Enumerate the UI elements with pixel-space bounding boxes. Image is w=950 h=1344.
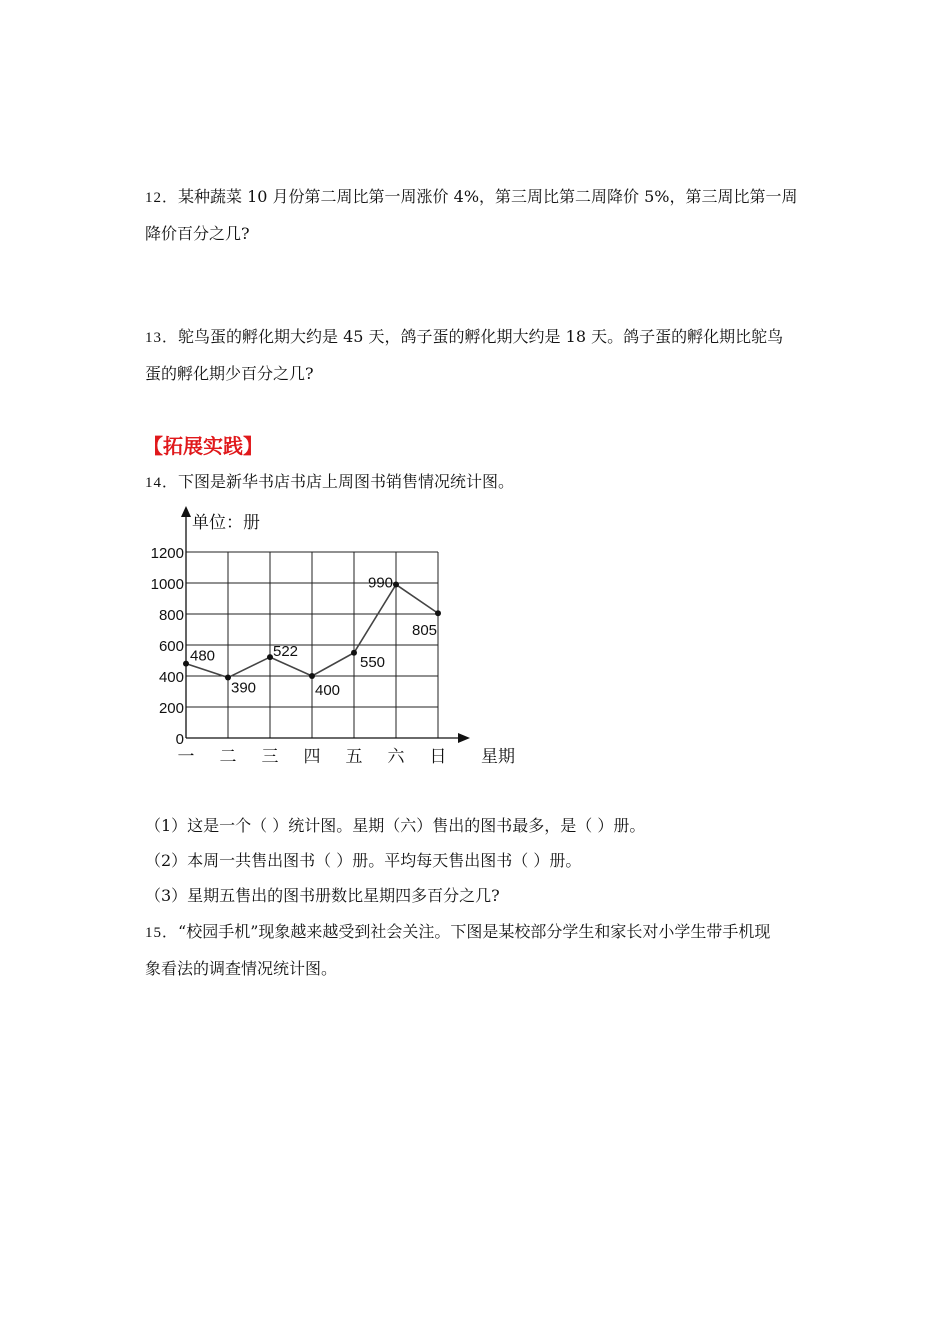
chart-y-ticks [151, 545, 184, 748]
data-point [183, 661, 189, 667]
q14-intro: 下图是新华书店书店上周图书销售情况统计图。 [178, 472, 515, 491]
y-tick-label: 0 [175, 731, 184, 748]
data-label: 990 [368, 574, 394, 592]
chart-x-ticks [178, 747, 447, 766]
q13-number: 13． [145, 330, 179, 346]
chart-unit-label: 单位：册 [192, 513, 260, 532]
q15-text-line2: 象看法的调查情况统计图。 [145, 959, 338, 978]
y-tick-label: 200 [158, 700, 184, 717]
y-tick-label: 1000 [150, 576, 184, 593]
x-tick-label: 三 [261, 747, 279, 766]
q12-text-line2: 降价百分之几? [145, 224, 250, 243]
section-title: 【拓展实践】 [143, 434, 263, 458]
chart-grid [186, 552, 438, 738]
y-axis-arrow-icon [181, 506, 191, 517]
q14-sub3: （3）星期五售出的图书册数比星期四多百分之几? [145, 886, 500, 905]
q12-number: 12． [145, 190, 179, 206]
x-axis-arrow-icon [458, 733, 470, 743]
y-tick-label: 1200 [150, 545, 184, 562]
data-label: 390 [231, 679, 257, 697]
q14-sub1: （1）这是一个（ ）统计图。星期（六）售出的图书最多，是（ ）册。 [145, 816, 646, 835]
q14-number: 14． [145, 475, 179, 491]
q15-number: 15． [145, 925, 179, 941]
q13-text-line1: 鸵鸟蛋的孵化期大约是 45 天，鸽子蛋的孵化期大约是 18 天。鸽子蛋的孵化期比鸵鸟 [178, 327, 784, 346]
data-label: 522 [273, 643, 299, 661]
q14-sub2: （2）本周一共售出图书（ ）册。平均每天售出图书（ ）册。 [145, 851, 582, 870]
y-tick-label: 400 [158, 669, 184, 686]
x-tick-label: 日 [429, 747, 447, 766]
data-point [351, 650, 357, 656]
chart-x-axis-label: 星期 [481, 747, 515, 766]
data-label: 805 [412, 622, 438, 640]
data-label: 400 [315, 682, 341, 699]
y-tick-label: 800 [158, 607, 184, 624]
x-tick-label: 二 [219, 747, 237, 766]
q15-text-line1: “校园手机”现象越来越受到社会关注。下图是某校部分学生和家长对小学生带手机现 [178, 922, 771, 941]
data-label: 480 [190, 647, 216, 665]
q15-line1 [145, 922, 770, 943]
q13-text-line2: 蛋的孵化期少百分之几? [145, 364, 314, 383]
y-tick-label: 600 [158, 638, 184, 655]
data-point [435, 610, 441, 616]
x-tick-label: 一 [177, 747, 195, 766]
x-tick-label: 四 [303, 747, 321, 766]
x-tick-label: 六 [387, 747, 405, 766]
data-label: 550 [360, 653, 386, 671]
q12-text-line1: 某种蔬菜 10 月份第二周比第一周涨价 4%，第三周比第二周降价 5%，第三周比第一周 [178, 187, 798, 206]
x-tick-label: 五 [345, 747, 363, 766]
data-point [309, 673, 315, 679]
data-point [393, 582, 399, 588]
